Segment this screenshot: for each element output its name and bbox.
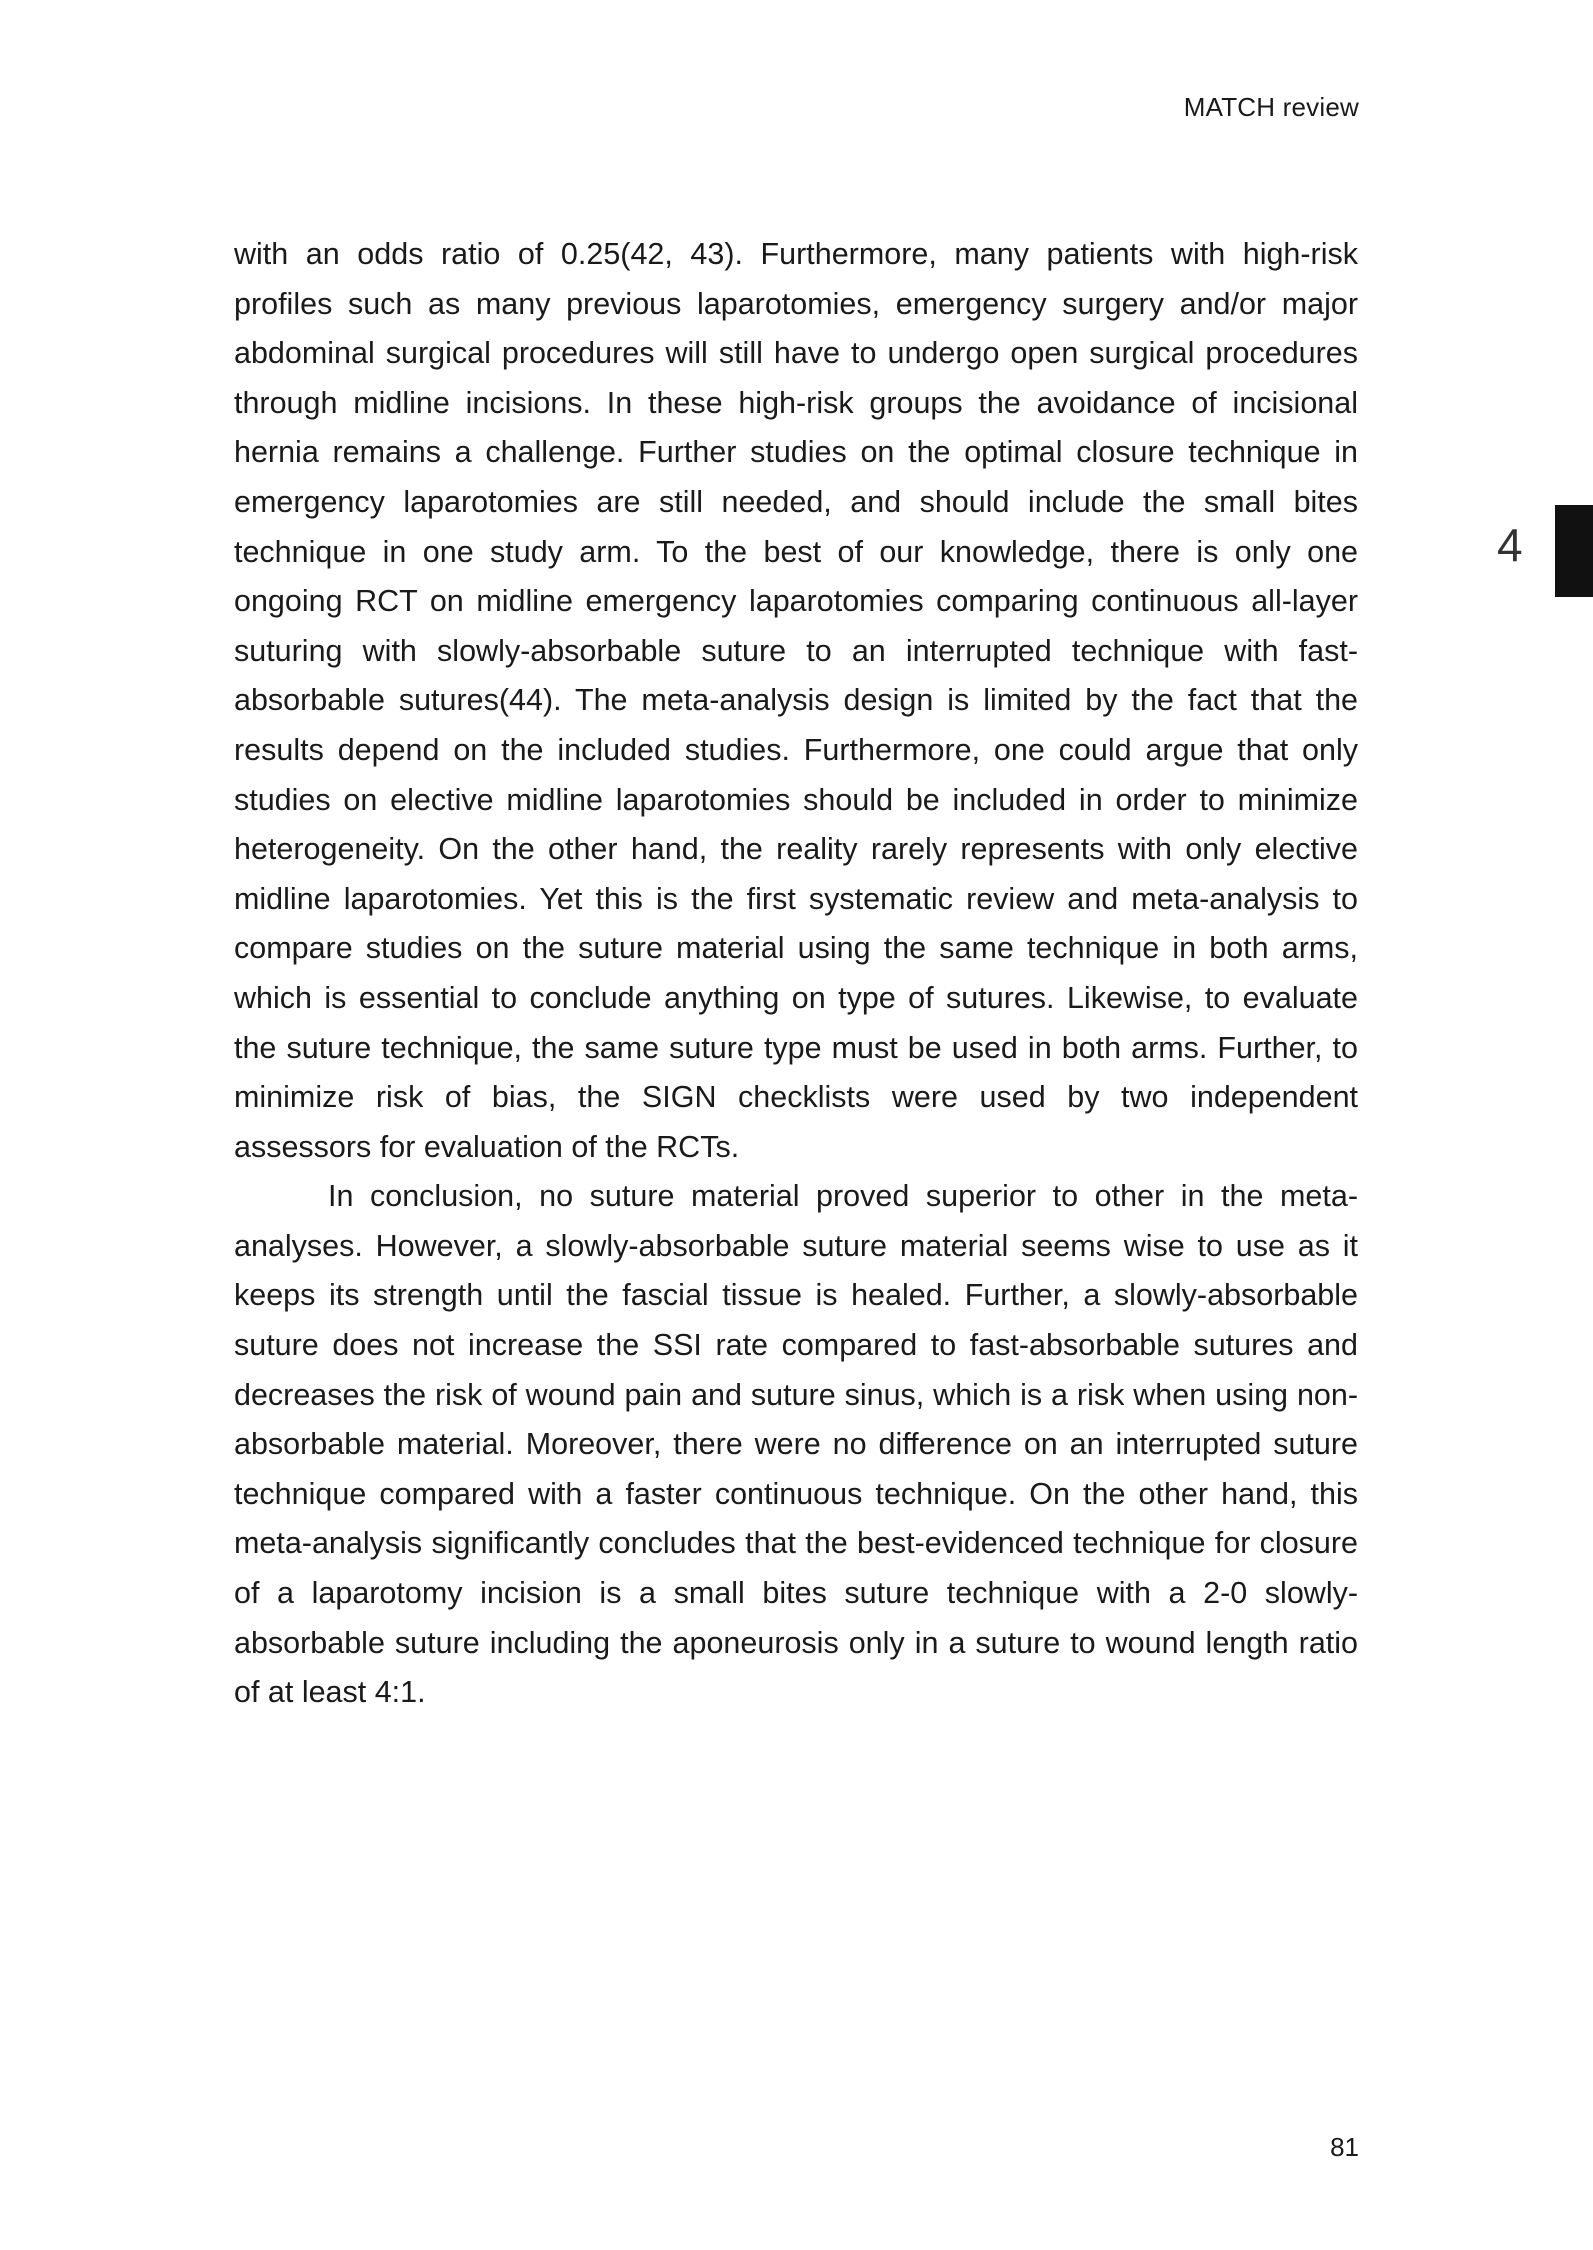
paragraph: In conclusion, no suture material proved superior to other in the meta-analyses. However, a slowly-absorbable suture material seems wise to use as it keeps its strength until the fascial tissue is healed. Further, a slowly-absorbable suture does not increase the SSI rate compared to fast-absorbable sutures and decreases the risk of wound pain and suture sinus, which is a risk when using non-absorbable material. Moreover, there were no difference on an interrupted suture technique compared with a faster continuous technique. On the other hand, this meta-analysis significantly concludes that the best-evidenced technique for closure of a laparotomy incision is a small bites suture technique with a 2-0 slowly-absorbable suture including the aponeurosis only in a suture to wound length ratio of at least 4:1. [234,1179,1358,1710]
running-header: MATCH review [1183,92,1359,122]
paragraph: with an odds ratio of 0.25(42, 43). Furthermore, many patients with high-risk profiles such as many previous laparotomies, emergency surgery and/or major abdominal surgical procedures will still have to undergo open surgical procedures through midline incisions. In these high-risk groups the avoidance of incisional hernia remains a challenge. Further studies on the optimal closure technique in emergency laparotomies are still needed, and should include the small bites technique in one study arm. To the best of our knowledge, there is only one ongoing RCT on midline emergency laparotomies comparing continuous all-layer suturing with slowly-absorbable suture to an interrupted technique with fast-absorbable sutures(44). The meta-analysis design is limited by the fact that the results depend on the included studies. Furthermore, one could argue that only studies on elective midline laparotomies should be included in order to minimize heterogeneity. On the other hand, the reality rarely represents with only elective midline laparotomies. Yet this is the first systematic review and meta-analysis to compare studies on the suture material using the same technique in both arms, which is essential to conclude anything on type of sutures. Likewise, to evaluate the suture technique, the same suture type must be used in both arms. Further, to minimize risk of bias, the SIGN checklists were used by two independent assessors for evaluation of the RCTs. [234,237,1358,1164]
body-text [234,230,1358,1718]
chapter-number: 4 [1497,519,1523,571]
page-number: 81 [1330,2132,1359,2162]
chapter-tab-marker [1555,505,1593,597]
